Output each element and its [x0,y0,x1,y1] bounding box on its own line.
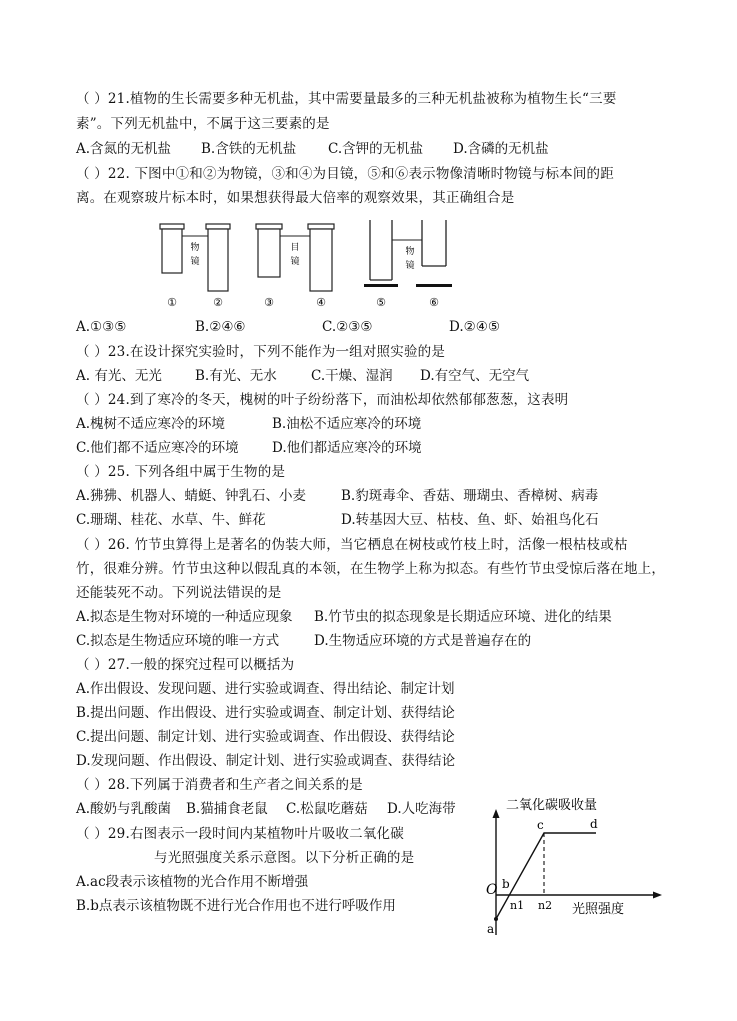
q27-option-d: D.发现问题、作出假设、制定计划、进行实验或调查、获得结论 [76,753,456,769]
q29-stem-line1: （ ）29.右图表示一段时间内某植物叶片吸收二氧化碳 [76,826,404,842]
co2-absorption-graph [476,795,676,945]
q22-stem-line1: （ ）22. 下图中①和②为物镜，③和④为目镜，⑤和⑥表示物像清晰时物镜与标本间的距 [76,166,614,182]
q26-option-b: B.竹节虫的拟态现象是长期适应环境、进化的结果 [314,609,612,625]
objective-label-b: 镜 [190,257,200,267]
figure-number-3: ③ [264,296,274,309]
q24-stem: （ ）24.到了寒冷的冬天，槐树的叶子纷纷落下，而油松却依然郁郁葱葱，这表明 [76,392,569,408]
q28-option-d: D.人吃海带 [387,801,456,817]
objective-lens-1 [160,224,184,273]
y-axis-arrow-icon [493,809,500,818]
q26-stem-line2: 竹，很难分辨。竹节虫这种以假乱真的本领，在生物学上称为拟态。有些竹节虫受惊后落在地上， [76,561,666,577]
eyepiece-label-a: 目 [290,243,300,253]
q21-stem-line1: （ ）21.植物的生长需要多种无机盐，其中需要量最多的三种无机盐被称为植物生长“三要 [76,91,617,107]
graph-point-c: c [537,818,544,832]
figure-number-6: ⑥ [429,296,439,309]
x-axis-arrow-icon [653,892,662,899]
q24-option-d: D.他们都适应寒冷的环境 [272,440,422,456]
q24-option-c: C.他们都不适应寒冷的环境 [76,440,239,456]
distance-label-b: 镜 [405,261,415,271]
distance-diagram-6 [416,220,452,287]
distance-label-a: 物 [405,247,415,257]
q24-option-b: B.油松不适应寒冷的环境 [272,416,422,432]
graph-point-d: d [590,817,598,831]
q28-option-a: A.酸奶与乳酸菌 [76,801,172,817]
q23-option-d: D.有空气、无空气 [420,368,530,384]
q21-option-c: C.含钾的无机盐 [328,141,424,157]
q27-option-c: C.提出问题、制定计划、进行实验或调查、作出假设、获得结论 [76,729,455,745]
figure-number-2: ② [213,296,223,309]
q21-option-a: A.含氮的无机盐 [76,141,172,157]
q22-option-a: A.①③⑤ [76,319,127,335]
graph-origin-label: O [486,882,498,898]
q22-option-b: B.②④⑥ [195,319,246,335]
eyepiece-lens-3 [256,224,282,277]
graph-tick-n2: n2 [538,899,553,912]
q27-stem: （ ）27.一般的探究过程可以概括为 [76,657,295,673]
q28-option-c: C.松鼠吃蘑菇 [286,801,368,817]
q23-option-c: C.干燥、湿润 [311,368,393,384]
q26-stem-line3: 还能装死不动。下列说法错误的是 [76,585,282,601]
graph-point-b: b [502,877,510,891]
q28-stem: （ ）28.下列属于消费者和生产者之间关系的是 [76,777,363,793]
q23-option-b: B.有光、无水 [195,368,277,384]
figure-number-4: ④ [316,296,326,309]
q21-option-b: B.含铁的无机盐 [201,141,297,157]
q29-option-b: B.b点表示该植物既不进行光合作用也不进行呼吸作用 [76,898,396,914]
q22-stem-line2: 离。在观察玻片标本时，如果想获得最大倍率的观察效果，其正确组合是 [76,190,515,206]
microscope-lens-figure [154,216,484,312]
graph-y-axis-label: 二氧化碳吸收量 [506,798,598,813]
q27-option-a: A.作出假设、发现问题、进行实验或调查、得出结论、制定计划 [76,681,455,697]
q28-option-b: B.猫捕食老鼠 [186,801,268,817]
q29-stem-line2: 与光照强度关系示意图。以下分析正确的是 [154,850,415,866]
eyepiece-lens-4 [308,224,334,291]
q27-option-b: B.提出问题、作出假设、进行实验或调查、制定计划、获得结论 [76,705,455,721]
objective-lens-2 [206,224,230,291]
q22-option-c: C.②③⑤ [322,319,373,335]
point-a-marker [494,917,498,921]
graph-tick-n1: n1 [510,899,525,912]
eyepiece-label-b: 镜 [290,257,300,267]
q23-option-a: A. 有光、无光 [76,368,162,384]
q26-option-c: C.拟态是生物适应环境的唯一方式 [76,633,280,649]
q26-stem-line1: （ ）26. 竹节虫算得上是著名的伪装大师，当它栖息在树枝或竹枝上时，活像一根枯枝或枯 [76,537,628,553]
q26-option-d: D.生物适应环境的方式是普遍存在的 [314,633,532,649]
q26-option-a: A.拟态是生物对环境的一种适应现象 [76,609,293,625]
q22-option-d: D.②④⑤ [449,319,500,335]
q23-stem: （ ）23.在设计探究实验时，下列不能作为一组对照实验的是 [76,344,446,360]
distance-diagram-5 [364,220,398,287]
objective-label-a: 物 [190,243,200,253]
figure-number-1: ① [167,296,177,309]
q25-option-b: B.豹斑毒伞、香菇、珊瑚虫、香樟树、病毒 [341,488,599,504]
q25-option-a: A.狒狒、机器人、蜻蜓、钟乳石、小麦 [76,488,307,504]
graph-x-axis-label: 光照强度 [572,902,625,917]
q25-option-c: C.珊瑚、桂花、水草、牛、鲜花 [76,512,266,528]
q21-stem-line2: 素”。下列无机盐中，不属于这三要素的是 [76,116,330,132]
q24-option-a: A.槐树不适应寒冷的环境 [76,416,226,432]
q25-stem: （ ）25. 下列各组中属于生物的是 [76,464,286,480]
q25-option-d: D.转基因大豆、枯枝、鱼、虾、始祖鸟化石 [341,512,599,528]
graph-point-a: a [487,922,495,936]
q21-option-d: D.含磷的无机盐 [453,141,549,157]
q29-option-a: A.ac段表示该植物的光合作用不断增强 [76,874,309,890]
figure-number-5: ⑤ [376,296,386,309]
